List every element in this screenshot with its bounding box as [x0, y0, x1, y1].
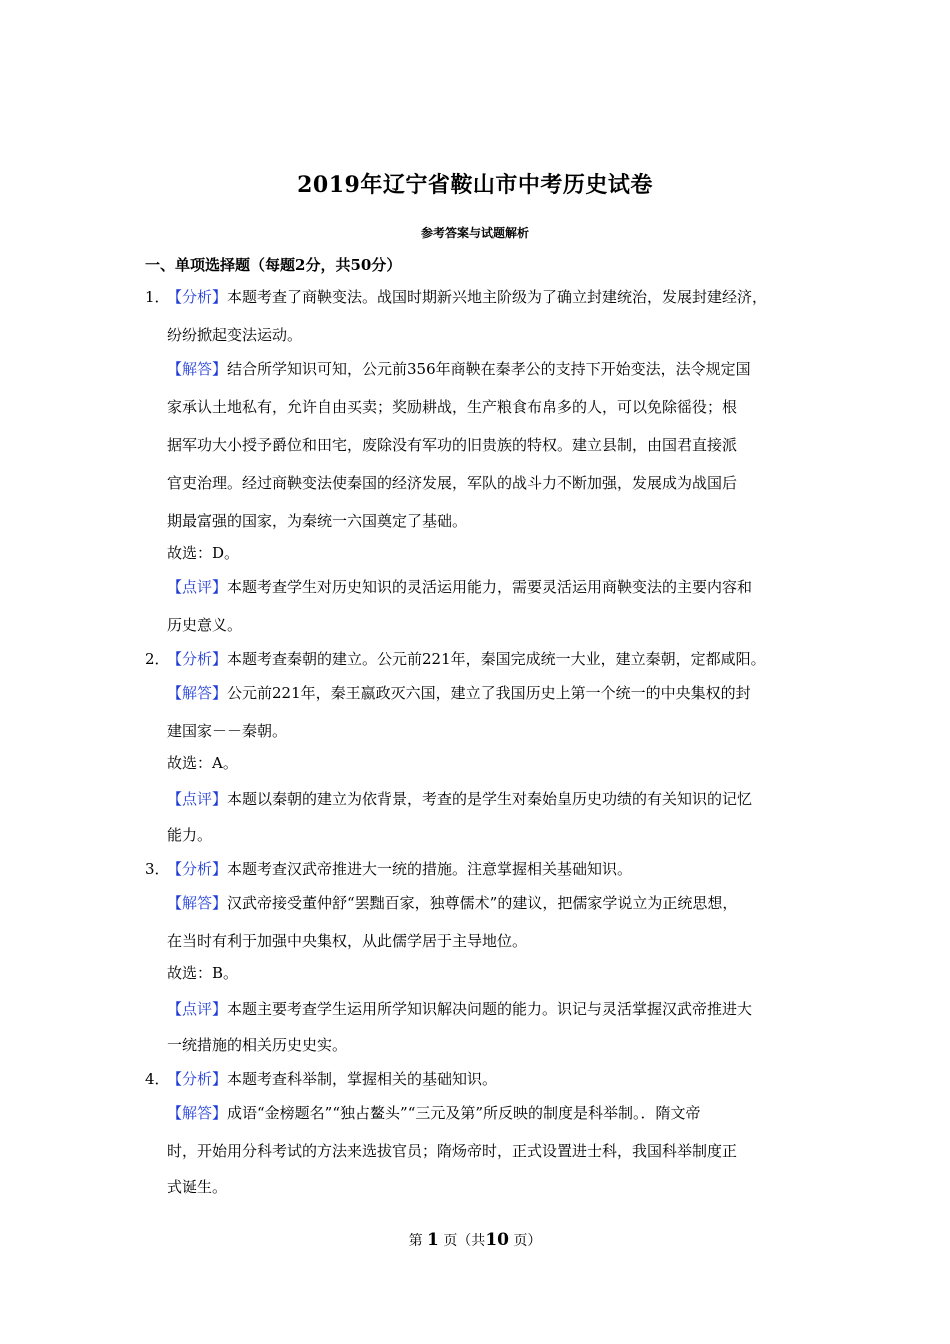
answer-line: 期最富强的国家，为秦统一六国奠定了基础。 [167, 512, 468, 530]
comment-tag: 【点评】 [167, 578, 228, 596]
answer-line: 家承认土地私有，允许自由买卖；奖励耕战，生产粮食布帛多的人，可以免除徭役；根 [167, 398, 738, 416]
answer-tag: 【解答】 [167, 684, 228, 702]
answer-tag: 【解答】 [167, 360, 228, 378]
page-number: 1 [427, 1230, 439, 1250]
section-heading: 一、单项选择题（每题2分，共50分） [145, 256, 402, 274]
page-footer: 第 1 页（共10 页） [408, 1230, 542, 1250]
analysis-line: 【分析】本题考查秦朝的建立。公元前221年，秦国完成统一大业，建立秦朝，定都咸阳。 [167, 650, 766, 668]
answer-line: 时，开始用分科考试的方法来选拔官员；隋炀帝时，正式设置进士科，我国科举制度正 [167, 1142, 738, 1160]
choice-line: 故选：B。 [167, 964, 239, 982]
analysis-tag: 【分析】 [167, 650, 228, 668]
comment-line: 历史意义。 [167, 616, 243, 634]
analysis-line: 【分析】本题考查科举制，掌握相关的基础知识。 [167, 1070, 498, 1088]
answer-line: 据军功大小授予爵位和田宅，废除没有军功的旧贵族的特权。建立县制，由国君直接派 [167, 436, 738, 454]
comment-line: 一统措施的相关历史史实。 [167, 1036, 348, 1054]
answer-line: 建国家－－秦朝。 [167, 722, 288, 740]
question-number: 1． [145, 288, 170, 306]
analysis-tag: 【分析】 [167, 860, 228, 878]
question-number: 2． [145, 650, 170, 668]
page-subtitle: 参考答案与试题解析 [420, 226, 529, 240]
answer-line: 【解答】成语“金榜题名”“独占鳌头”“三元及第”所反映的制度是科举制。．隋文帝 [167, 1104, 701, 1122]
analysis-line: 纷纷掀起变法运动。 [167, 326, 303, 344]
comment-line: 【点评】本题主要考查学生运用所学知识解决问题的能力。识记与灵活掌握汉武帝推进大 [167, 1000, 753, 1018]
answer-line: 【解答】公元前221年，秦王嬴政灭六国，建立了我国历史上第一个统一的中央集权的封 [167, 684, 751, 702]
comment-tag: 【点评】 [167, 790, 228, 808]
answer-line: 官吏治理。经过商鞅变法使秦国的经济发展，军队的战斗力不断加强，发展成为战国后 [167, 474, 738, 492]
comment-tag: 【点评】 [167, 1000, 228, 1018]
answer-line: 【解答】结合所学知识可知，公元前356年商鞅在秦孝公的支持下开始变法，法令规定国 [167, 360, 751, 378]
answer-line: 式诞生。 [167, 1178, 228, 1196]
question-number: 3． [145, 860, 170, 878]
page-total: 10 [485, 1230, 509, 1250]
page-title: 2019年辽宁省鞍山市中考历史试卷 [297, 172, 653, 198]
comment-line: 【点评】本题考查学生对历史知识的灵活运用能力，需要灵活运用商鞅变法的主要内容和 [167, 578, 753, 596]
choice-line: 故选：D。 [167, 544, 240, 562]
analysis-line: 【分析】本题考查汉武帝推进大一统的措施。注意掌握相关基础知识。 [167, 860, 633, 878]
answer-line: 【解答】汉武帝接受董仲舒“罢黜百家，独尊儒术”的建议，把儒家学说立为正统思想， [167, 894, 738, 912]
analysis-line: 【分析】本题考查了商鞅变法。战国时期新兴地主阶级为了确立封建统治，发展封建经济， [167, 288, 768, 306]
answer-tag: 【解答】 [167, 894, 228, 912]
comment-line: 【点评】本题以秦朝的建立为依背景，考查的是学生对秦始皇历史功绩的有关知识的记忆 [167, 790, 753, 808]
choice-line: 故选：A。 [167, 754, 238, 772]
answer-line: 在当时有利于加强中央集权，从此儒学居于主导地位。 [167, 932, 528, 950]
analysis-tag: 【分析】 [167, 288, 228, 306]
analysis-tag: 【分析】 [167, 1070, 228, 1088]
answer-tag: 【解答】 [167, 1104, 228, 1122]
comment-line: 能力。 [167, 826, 213, 844]
question-number: 4． [145, 1070, 170, 1088]
